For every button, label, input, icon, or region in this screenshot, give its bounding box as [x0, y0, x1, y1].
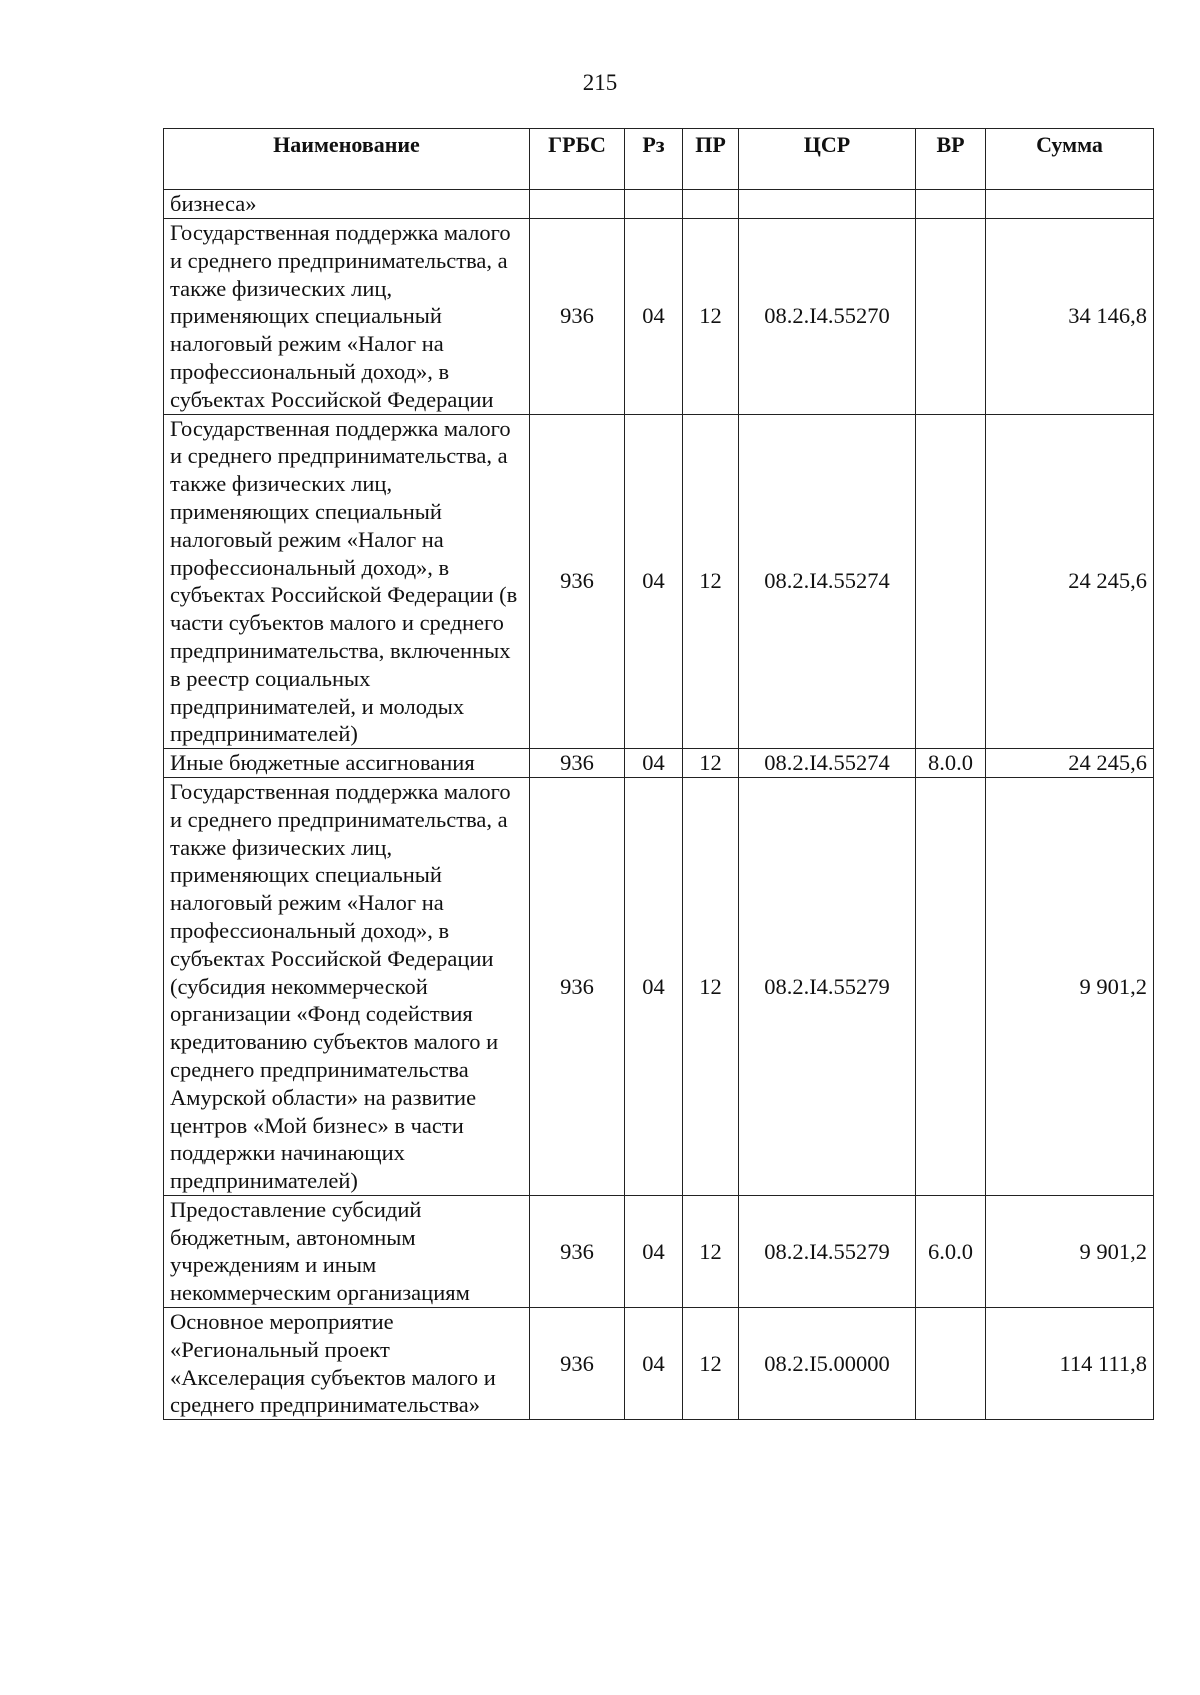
col-header-name: Наименование — [164, 129, 530, 190]
cell-sum — [986, 190, 1154, 219]
cell-csr: 08.2.I4.55279 — [739, 1195, 916, 1307]
cell-csr: 08.2.I5.00000 — [739, 1308, 916, 1420]
cell-vr — [916, 1308, 986, 1420]
header-row — [164, 129, 1154, 190]
col-header-rz: Рз — [625, 129, 683, 190]
cell-csr: 08.2.I4.55279 — [739, 777, 916, 1195]
cell-grbs: 936 — [530, 777, 625, 1195]
cell-sum: 9 901,2 — [986, 777, 1154, 1195]
table-row — [164, 1195, 1154, 1307]
table-row — [164, 749, 1154, 778]
cell-grbs: 936 — [530, 1195, 625, 1307]
cell-sum: 34 146,8 — [986, 219, 1154, 415]
cell-rz: 04 — [625, 1308, 683, 1420]
table-row — [164, 1308, 1154, 1420]
cell-sum: 24 245,6 — [986, 749, 1154, 778]
budget-table — [163, 128, 1154, 1420]
cell-name: Предоставление субсидий бюджетным, автономным учреждениям и иным некоммерческим организациям — [164, 1195, 530, 1307]
cell-csr: 08.2.I4.55274 — [739, 749, 916, 778]
cell-vr — [916, 219, 986, 415]
cell-rz: 04 — [625, 749, 683, 778]
cell-name: Иные бюджетные ассигнования — [164, 749, 530, 778]
cell-grbs — [530, 190, 625, 219]
col-header-vr: ВР — [916, 129, 986, 190]
cell-grbs: 936 — [530, 1308, 625, 1420]
cell-csr — [739, 190, 916, 219]
cell-csr: 08.2.I4.55270 — [739, 219, 916, 415]
cell-grbs: 936 — [530, 749, 625, 778]
cell-name: бизнеса» — [164, 190, 530, 219]
cell-pr: 12 — [683, 1308, 739, 1420]
col-header-pr: ПР — [683, 129, 739, 190]
cell-name: Основное мероприятие «Региональный проект «Акселерация субъектов малого и среднего предпринимательства» — [164, 1308, 530, 1420]
cell-sum: 114 111,8 — [986, 1308, 1154, 1420]
cell-grbs: 936 — [530, 219, 625, 415]
col-header-grbs: ГРБС — [530, 129, 625, 190]
cell-rz: 04 — [625, 1195, 683, 1307]
cell-pr: 12 — [683, 1195, 739, 1307]
cell-rz: 04 — [625, 414, 683, 749]
cell-csr: 08.2.I4.55274 — [739, 414, 916, 749]
cell-pr — [683, 190, 739, 219]
cell-vr: 8.0.0 — [916, 749, 986, 778]
cell-name: Государственная поддержка малого и среднего предпринимательства, а также физических лиц, применяющих специальный налоговый режим «Налог на профессиональный доход», в субъектах Российской Федерации (в части субъектов малого и среднего предпринимательства, включенных в реестр социальных предпринимателей, и молодых предпринимателей) — [164, 414, 530, 749]
cell-name: Государственная поддержка малого и среднего предпринимательства, а также физических лиц, применяющих специальный налоговый режим «Налог на профессиональный доход», в субъектах Российской Федерации (субсидия некоммерческой организации «Фонд содействия кредитованию субъектов малого и среднего предпринимательства Амурской области» на развитие центров «Мой бизнес» в части поддержки начинающих предпринимателей) — [164, 777, 530, 1195]
cell-pr: 12 — [683, 777, 739, 1195]
cell-vr: 6.0.0 — [916, 1195, 986, 1307]
cell-name: Государственная поддержка малого и среднего предпринимательства, а также физических лиц, применяющих специальный налоговый режим «Налог на профессиональный доход», в субъектах Российской Федерации — [164, 219, 530, 415]
cell-sum: 9 901,2 — [986, 1195, 1154, 1307]
table-row — [164, 414, 1154, 749]
col-header-csr: ЦСР — [739, 129, 916, 190]
cell-pr: 12 — [683, 749, 739, 778]
cell-grbs: 936 — [530, 414, 625, 749]
cell-vr — [916, 414, 986, 749]
table-row — [164, 190, 1154, 219]
table-row — [164, 777, 1154, 1195]
cell-vr — [916, 777, 986, 1195]
page-number: 215 — [582, 70, 618, 95]
cell-pr: 12 — [683, 414, 739, 749]
cell-vr — [916, 190, 986, 219]
cell-pr: 12 — [683, 219, 739, 415]
cell-rz: 04 — [625, 219, 683, 415]
col-header-sum: Сумма — [986, 129, 1154, 190]
cell-rz — [625, 190, 683, 219]
cell-sum: 24 245,6 — [986, 414, 1154, 749]
table-row — [164, 219, 1154, 415]
cell-rz: 04 — [625, 777, 683, 1195]
